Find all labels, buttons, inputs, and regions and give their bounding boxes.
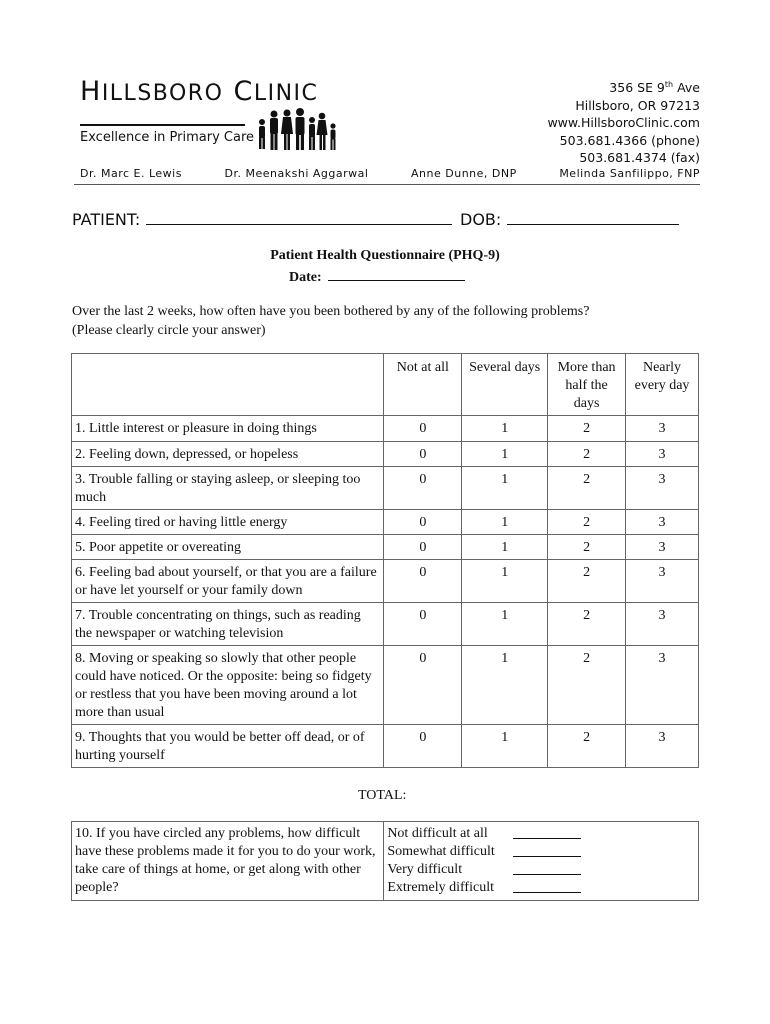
patient-label: PATIENT: — [72, 210, 141, 229]
clinic-name — [80, 76, 318, 107]
score-option[interactable]: 2 — [548, 560, 626, 603]
patient-name-blank[interactable] — [146, 208, 452, 225]
score-option[interactable]: 2 — [548, 646, 626, 725]
table-row — [72, 535, 699, 560]
header-nearly-every-day: Nearly every day — [626, 354, 699, 416]
provider-name: Dr. Meenakshi Aggarwal — [224, 167, 369, 180]
clinic-address — [547, 76, 700, 167]
address-website: www.HillsboroClinic.com — [547, 115, 700, 131]
score-option[interactable]: 1 — [462, 416, 548, 442]
difficulty-row — [72, 822, 699, 901]
address-fax: 503.681.4374 (fax) — [579, 150, 700, 166]
difficulty-option — [387, 843, 695, 861]
difficulty-question: 10. If you have circled any problems, how difficult have these problems made it for you to do your work, take care of things at home, or get along with other people? — [72, 822, 384, 901]
option-blank[interactable] — [513, 879, 581, 893]
question-text: 4. Feeling tired or having little energy — [72, 510, 384, 535]
score-option[interactable]: 0 — [384, 510, 462, 535]
score-option[interactable]: 0 — [384, 467, 462, 510]
question-text: 8. Moving or speaking so slowly that other people could have noticed. Or the opposite: being so fidgety or restless that you have been moving around a lot more than usual — [72, 646, 384, 725]
score-option[interactable]: 1 — [462, 646, 548, 725]
dob-label: DOB: — [460, 210, 502, 229]
score-option[interactable]: 2 — [548, 416, 626, 442]
form-title: Patient Health Questionnaire (PHQ-9) — [270, 248, 500, 263]
option-label: Very difficult — [387, 862, 463, 877]
score-option[interactable]: 0 — [384, 725, 462, 768]
question-text: 7. Trouble concentrating on things, such as reading the newspaper or watching television — [72, 603, 384, 646]
score-option[interactable]: 3 — [626, 535, 699, 560]
patient-field — [72, 208, 452, 229]
clinic-name-initial-2: C — [233, 76, 254, 107]
address-street — [547, 76, 700, 97]
score-option[interactable]: 1 — [462, 560, 548, 603]
score-option[interactable]: 0 — [384, 646, 462, 725]
question-text: 2. Feeling down, depressed, or hopeless — [72, 442, 384, 467]
difficulty-table — [71, 821, 699, 901]
provider-name: Dr. Marc E. Lewis — [80, 167, 182, 180]
date-field — [289, 266, 465, 286]
option-blank[interactable] — [513, 825, 581, 839]
address-city: Hillsboro, OR 97213 — [575, 97, 700, 113]
phq9-table — [71, 353, 699, 768]
instructions — [72, 302, 589, 340]
table-row — [72, 725, 699, 768]
score-option[interactable]: 3 — [626, 725, 699, 768]
address-street-ordinal: th — [664, 80, 674, 89]
instructions-line-2: (Please clearly circle your answer) — [72, 323, 266, 338]
address-street-number: 356 SE 9 — [609, 80, 665, 96]
header-several-days: Several days — [462, 354, 548, 416]
address-phone: 503.681.4366 (phone) — [559, 132, 700, 148]
total-label: TOTAL: — [358, 788, 407, 803]
option-label: Somewhat difficult — [387, 844, 495, 859]
tagline-rule — [80, 124, 245, 126]
provider-list — [80, 167, 700, 180]
score-option[interactable]: 1 — [462, 467, 548, 510]
provider-name: Melinda Sanfilippo, FNP — [559, 167, 700, 180]
date-label: Date: — [289, 270, 322, 285]
address-street-name: Ave — [673, 80, 700, 96]
table-row — [72, 442, 699, 467]
score-option[interactable]: 2 — [548, 535, 626, 560]
table-row — [72, 510, 699, 535]
score-option[interactable]: 2 — [548, 467, 626, 510]
score-option[interactable]: 2 — [548, 603, 626, 646]
score-option[interactable]: 1 — [462, 725, 548, 768]
score-option[interactable]: 1 — [462, 535, 548, 560]
score-option[interactable]: 0 — [384, 442, 462, 467]
score-option[interactable]: 2 — [548, 725, 626, 768]
date-blank[interactable] — [328, 266, 465, 281]
table-row — [72, 646, 699, 725]
header-divider — [74, 184, 700, 185]
score-option[interactable]: 1 — [462, 442, 548, 467]
table-row — [72, 416, 699, 442]
difficulty-options — [384, 822, 699, 901]
score-option[interactable]: 2 — [548, 510, 626, 535]
table-row — [72, 603, 699, 646]
option-blank[interactable] — [513, 861, 581, 875]
score-option[interactable]: 0 — [384, 535, 462, 560]
option-label: Not difficult at all — [387, 826, 488, 841]
score-option[interactable]: 1 — [462, 603, 548, 646]
question-text: 1. Little interest or pleasure in doing things — [72, 416, 384, 442]
question-text: 3. Trouble falling or staying asleep, or sleeping too much — [72, 467, 384, 510]
table-row — [72, 467, 699, 510]
header-more-than-half: More than half the days — [548, 354, 626, 416]
score-option[interactable]: 0 — [384, 416, 462, 442]
question-text: 6. Feeling bad about yourself, or that you are a failure or have let yourself or your family down — [72, 560, 384, 603]
score-option[interactable]: 2 — [548, 442, 626, 467]
clinic-name-part-1: ILLSBORO — [101, 81, 224, 106]
score-option[interactable]: 3 — [626, 442, 699, 467]
score-option[interactable]: 3 — [626, 467, 699, 510]
table-row — [72, 560, 699, 603]
clinic-tagline: Excellence in Primary Care — [80, 130, 255, 145]
question-text: 5. Poor appetite or overeating — [72, 535, 384, 560]
score-option[interactable]: 0 — [384, 603, 462, 646]
header-not-at-all: Not at all — [384, 354, 462, 416]
instructions-line-1: Over the last 2 weeks, how often have you been bothered by any of the following problems? — [72, 304, 590, 319]
header-question-cell — [72, 354, 384, 416]
score-option[interactable]: 3 — [626, 603, 699, 646]
difficulty-option — [387, 861, 695, 879]
score-option[interactable]: 0 — [384, 560, 462, 603]
dob-field — [460, 208, 679, 229]
score-option[interactable]: 3 — [626, 646, 699, 725]
option-label: Extremely difficult — [387, 880, 494, 895]
clinic-name-part-2: LINIC — [253, 81, 319, 106]
family-logo-icon — [254, 108, 340, 152]
provider-name: Anne Dunne, DNP — [411, 167, 517, 180]
score-option[interactable]: 3 — [626, 510, 699, 535]
score-option[interactable]: 1 — [462, 510, 548, 535]
option-blank[interactable] — [513, 843, 581, 857]
score-option[interactable]: 3 — [626, 560, 699, 603]
table-header-row — [72, 354, 699, 416]
difficulty-option — [387, 879, 695, 897]
score-option[interactable]: 3 — [626, 416, 699, 442]
dob-blank[interactable] — [507, 208, 679, 225]
clinic-name-initial-1: H — [80, 76, 102, 107]
difficulty-option — [387, 825, 695, 843]
question-text: 9. Thoughts that you would be better off dead, or of hurting yourself — [72, 725, 384, 768]
